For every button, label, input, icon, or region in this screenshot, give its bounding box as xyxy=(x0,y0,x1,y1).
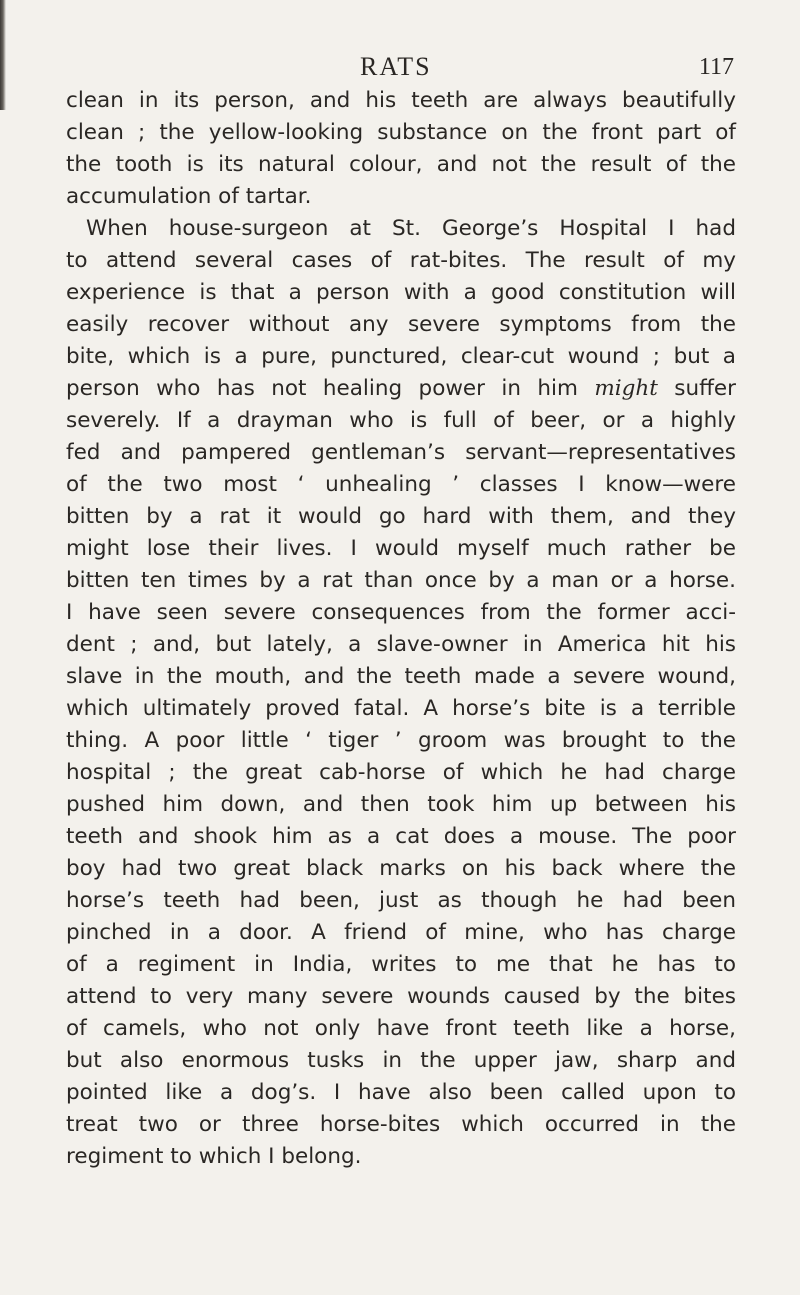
text-line: attend to very many severe wounds caused by the bites xyxy=(66,984,736,1009)
text-run: person who has not healing power in him xyxy=(66,376,595,401)
text-line: accumulation of tartar. xyxy=(66,184,312,209)
text-line: slave in the mouth, and the teeth made a severe wound, xyxy=(66,664,736,689)
text-line: thing. A poor little ‘ tiger ’ groom was brought to the xyxy=(66,728,736,753)
text-line-with-italic xyxy=(66,373,736,405)
text-line: which ultimately proved fatal. A horse’s bite is a terrible xyxy=(66,696,736,721)
text-line: I have seen severe consequences from the former acci- xyxy=(66,600,736,625)
text-line: bitten ten times by a rat than once by a man or a horse. xyxy=(66,568,736,593)
text-line: boy had two great black marks on his back where the xyxy=(66,856,736,881)
text-line: dent ; and, but lately, a slave-owner in America hit his xyxy=(66,632,736,657)
text-line: bitten by a rat it would go hard with them, and they xyxy=(66,504,736,529)
text-line: easily recover without any severe symptoms from the xyxy=(66,312,736,337)
text-line: teeth and shook him as a cat does a mouse. The poor xyxy=(66,824,736,849)
text-line: experience is that a person with a good constitution will xyxy=(66,280,736,305)
text-line: to attend several cases of rat-bites. The result of my xyxy=(66,248,736,273)
italic-word: might xyxy=(594,376,658,401)
text-line: severely. If a drayman who is full of beer, or a highly xyxy=(66,408,736,433)
text-line: clean ; the yellow-looking substance on the front part of xyxy=(66,120,736,145)
text-line: regiment to which I belong. xyxy=(66,1144,362,1169)
text-line: but also enormous tusks in the upper jaw, sharp and xyxy=(66,1048,736,1073)
text-line: of camels, who not only have front teeth like a horse, xyxy=(66,1016,736,1041)
text-line: pushed him down, and then took him up between his xyxy=(66,792,736,817)
text-line: the tooth is its natural colour, and not the result of the xyxy=(66,152,736,177)
text-line: treat two or three horse-bites which occurred in the xyxy=(66,1112,736,1137)
text-line: horse’s teeth had been, just as though he had been xyxy=(66,888,736,913)
text-line: When house-surgeon at St. George’s Hospital I had xyxy=(86,216,736,241)
text-line: might lose their lives. I would myself much rather be xyxy=(66,536,736,561)
text-line: fed and pampered gentleman’s servant—representatives xyxy=(66,440,736,465)
body-text xyxy=(66,85,736,1173)
text-run: suffer xyxy=(657,376,737,401)
running-head: RATS xyxy=(360,52,432,81)
text-line: pinched in a door. A friend of mine, who has charge xyxy=(66,920,736,945)
text-line: clean in its person, and his teeth are always beautifully xyxy=(66,88,736,113)
text-line: pointed like a dog’s. I have also been called upon to xyxy=(66,1080,736,1105)
text-line: hospital ; the great cab-horse of which he had charge xyxy=(66,760,736,785)
text-line: bite, which is a pure, punctured, clear-cut wound ; but a xyxy=(66,344,736,369)
page-edge-shadow xyxy=(0,0,6,110)
text-line: of the two most ‘ unhealing ’ classes I know—were xyxy=(66,472,736,497)
page-number: 117 xyxy=(698,54,734,80)
text-line: of a regiment in India, writes to me that he has to xyxy=(66,952,736,977)
